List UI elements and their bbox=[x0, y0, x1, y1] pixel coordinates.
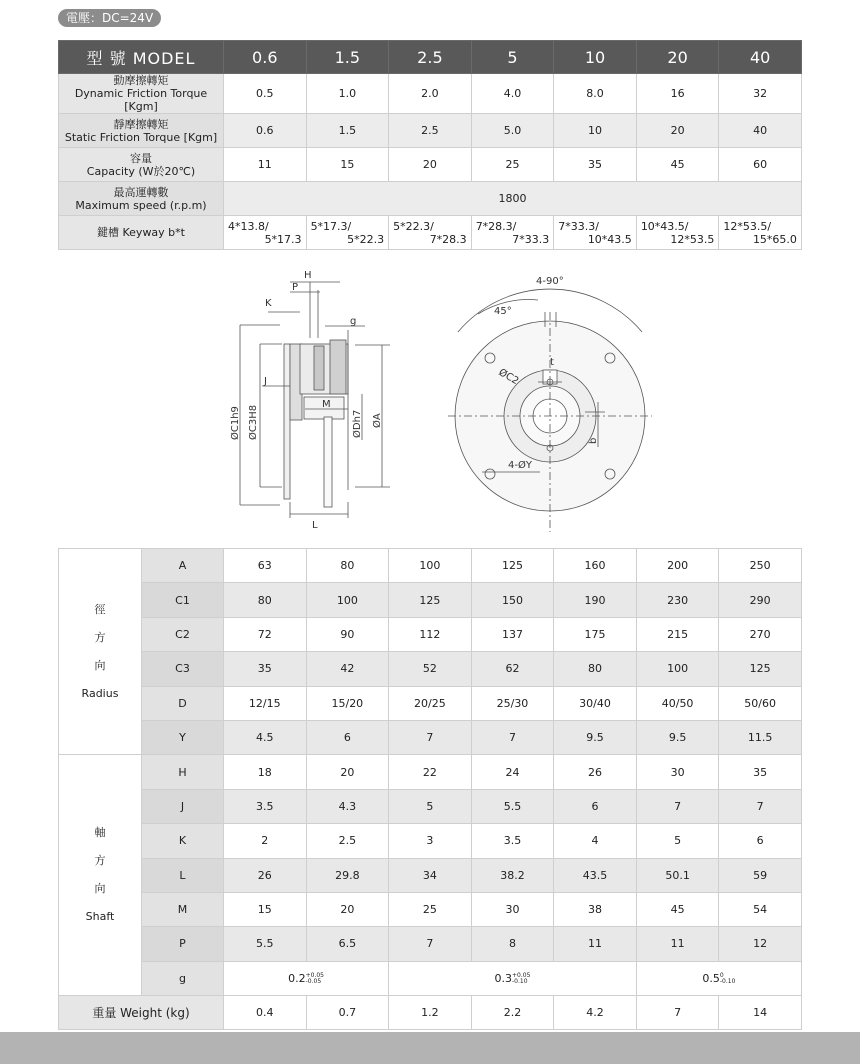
kw-b: 12*53.5 bbox=[670, 232, 715, 246]
radius-cn-2: 方 bbox=[94, 630, 106, 644]
tol-base: 0.5 bbox=[702, 971, 720, 985]
dyn-en: Dynamic Friction Torque bbox=[74, 87, 208, 100]
value-cell: 11 bbox=[636, 927, 719, 961]
value-cell: 6 bbox=[306, 720, 389, 754]
value-cell: 15/20 bbox=[306, 686, 389, 720]
cap-en: Capacity bbox=[86, 164, 135, 178]
keyway-cell bbox=[471, 216, 554, 250]
value-cell: 125 bbox=[471, 549, 554, 583]
speed-label bbox=[59, 182, 224, 216]
value-cell: 5 bbox=[636, 824, 719, 858]
value-cell: 72 bbox=[224, 617, 307, 651]
keyway-cell bbox=[389, 216, 472, 250]
value-cell: 1.2 bbox=[389, 996, 472, 1030]
value-cell: 15 bbox=[306, 148, 389, 182]
tol-lower: -0.10 bbox=[719, 977, 736, 985]
value-cell: 10 bbox=[554, 114, 637, 148]
tolerance-cell bbox=[389, 961, 637, 995]
value-cell: 20 bbox=[306, 892, 389, 926]
value-cell: 18 bbox=[224, 755, 307, 789]
value-cell: 25 bbox=[389, 892, 472, 926]
value-cell: 1.5 bbox=[306, 114, 389, 148]
tol-base: 0.3 bbox=[494, 971, 513, 985]
label-p: P bbox=[292, 282, 299, 293]
dyn-unit: [Kgm] bbox=[124, 100, 158, 113]
value-cell: 35 bbox=[554, 148, 637, 182]
value-cell: 29.8 bbox=[306, 858, 389, 892]
keyway-cell bbox=[554, 216, 637, 250]
tol-upper: +0.05 bbox=[512, 971, 531, 979]
tol-base: 0.2 bbox=[288, 971, 306, 985]
shaft-cn-2: 方 bbox=[94, 854, 106, 868]
radius-cn-1: 徑 bbox=[94, 602, 106, 616]
value-cell: 3.5 bbox=[224, 789, 307, 823]
kw-a: 5*17.3/ bbox=[310, 219, 352, 233]
value-cell: 3.5 bbox=[471, 824, 554, 858]
value-cell: 25/30 bbox=[471, 686, 554, 720]
value-cell: 270 bbox=[719, 617, 802, 651]
label-d: ØDh7 bbox=[352, 409, 363, 438]
keyway-cell bbox=[224, 216, 307, 250]
value-cell: 50/60 bbox=[719, 686, 802, 720]
table-row bbox=[59, 892, 802, 926]
dyn-cn: 動摩擦轉矩 bbox=[113, 74, 169, 87]
static-torque-label bbox=[59, 114, 224, 148]
value-cell: 4.0 bbox=[471, 74, 554, 114]
model-cell: 2.5 bbox=[389, 41, 472, 74]
kw-b: 15*65.0 bbox=[752, 232, 797, 246]
value-cell: 0.6 bbox=[224, 114, 307, 148]
model-cell: 1.5 bbox=[306, 41, 389, 74]
label-angle: 45° bbox=[494, 306, 512, 317]
value-cell: 2.5 bbox=[306, 824, 389, 858]
radius-group-label bbox=[59, 549, 142, 755]
value-cell: 7 bbox=[636, 789, 719, 823]
cap-cn: 容量 bbox=[130, 151, 152, 165]
dynamic-torque-row bbox=[59, 74, 802, 114]
radius-cn-3: 向 bbox=[94, 658, 106, 672]
kw-a: 7*33.3/ bbox=[558, 219, 599, 233]
spd-unit: (r.p.m) bbox=[169, 198, 207, 212]
shaft-cn-3: 向 bbox=[94, 882, 106, 896]
value-cell: 0.5 bbox=[224, 74, 307, 114]
param-cell: C1 bbox=[142, 583, 224, 617]
label-a: ØA bbox=[372, 413, 383, 428]
model-cell: 20 bbox=[636, 41, 719, 74]
value-cell: 150 bbox=[471, 583, 554, 617]
radius-en: Radius bbox=[81, 686, 119, 700]
model-row bbox=[59, 41, 802, 74]
value-cell: 34 bbox=[389, 858, 472, 892]
table-row bbox=[59, 824, 802, 858]
value-cell: 11 bbox=[224, 148, 307, 182]
value-cell: 215 bbox=[636, 617, 719, 651]
value-cell: 40 bbox=[719, 114, 802, 148]
param-cell: D bbox=[142, 686, 224, 720]
keyway-label: 鍵槽 Keyway b*t bbox=[59, 216, 224, 250]
value-cell: 6.5 bbox=[306, 927, 389, 961]
tol-upper: 0 bbox=[719, 971, 724, 979]
label-h: H bbox=[304, 270, 312, 281]
value-cell: 11 bbox=[554, 927, 637, 961]
table-row bbox=[59, 789, 802, 823]
value-cell: 290 bbox=[719, 583, 802, 617]
value-cell: 50.1 bbox=[636, 858, 719, 892]
value-cell: 230 bbox=[636, 583, 719, 617]
value-cell: 1.0 bbox=[306, 74, 389, 114]
tolerance-cell bbox=[224, 961, 389, 995]
value-cell: 26 bbox=[224, 858, 307, 892]
value-cell: 250 bbox=[719, 549, 802, 583]
tol-lower: -0.05 bbox=[305, 977, 322, 985]
param-cell: M bbox=[142, 892, 224, 926]
value-cell: 15 bbox=[224, 892, 307, 926]
value-cell: 4 bbox=[554, 824, 637, 858]
value-cell: 175 bbox=[554, 617, 637, 651]
technical-drawing bbox=[220, 262, 660, 536]
cap-unit: (W於20℃) bbox=[138, 164, 196, 178]
value-cell: 100 bbox=[389, 549, 472, 583]
tol-upper: +0.05 bbox=[305, 971, 324, 979]
value-cell: 40/50 bbox=[636, 686, 719, 720]
value-cell: 52 bbox=[389, 652, 472, 686]
label-j: J bbox=[264, 376, 267, 387]
value-cell: 2.2 bbox=[471, 996, 554, 1030]
label-b: b bbox=[588, 437, 599, 444]
label-holes: 4-90° bbox=[536, 276, 564, 287]
model-cell: 5 bbox=[471, 41, 554, 74]
value-cell: 160 bbox=[554, 549, 637, 583]
table-row bbox=[59, 755, 802, 789]
param-cell: P bbox=[142, 927, 224, 961]
keyway-cell bbox=[636, 216, 719, 250]
table-row bbox=[59, 549, 802, 583]
sta-unit: [Kgm] bbox=[183, 130, 218, 144]
keyway-cell bbox=[719, 216, 802, 250]
value-cell: 20/25 bbox=[389, 686, 472, 720]
tolerance-cell bbox=[636, 961, 801, 995]
value-cell: 2.0 bbox=[389, 74, 472, 114]
voltage-badge: 電壓：DC=24V bbox=[58, 9, 161, 27]
value-cell: 0.4 bbox=[224, 996, 307, 1030]
param-cell: L bbox=[142, 858, 224, 892]
value-cell: 26 bbox=[554, 755, 637, 789]
value-cell: 60 bbox=[719, 148, 802, 182]
value-cell: 45 bbox=[636, 892, 719, 926]
table-row bbox=[59, 686, 802, 720]
footer-bar bbox=[0, 1032, 860, 1064]
value-cell: 5.0 bbox=[471, 114, 554, 148]
value-cell: 8 bbox=[471, 927, 554, 961]
param-cell: C2 bbox=[142, 617, 224, 651]
value-cell: 30 bbox=[471, 892, 554, 926]
value-cell: 200 bbox=[636, 549, 719, 583]
kw-a: 4*13.8/ bbox=[228, 219, 269, 233]
kw-b: 7*28.3 bbox=[429, 232, 467, 246]
value-cell: 30 bbox=[636, 755, 719, 789]
label-k: K bbox=[265, 298, 272, 309]
value-cell: 5.5 bbox=[471, 789, 554, 823]
label-m: M bbox=[322, 399, 331, 410]
value-cell: 22 bbox=[389, 755, 472, 789]
table-row bbox=[59, 720, 802, 754]
speed-value: 1800 bbox=[224, 182, 802, 216]
kw-b: 10*43.5 bbox=[587, 232, 632, 246]
value-cell: 20 bbox=[636, 114, 719, 148]
value-cell: 100 bbox=[636, 652, 719, 686]
param-cell: Y bbox=[142, 720, 224, 754]
value-cell: 100 bbox=[306, 583, 389, 617]
label-y: 4-ØY bbox=[508, 460, 532, 471]
model-cell: 10 bbox=[554, 41, 637, 74]
label-c1: ØC1h9 bbox=[230, 406, 241, 440]
g-row bbox=[59, 961, 802, 995]
dimensions-table bbox=[58, 548, 802, 1030]
value-cell: 11.5 bbox=[719, 720, 802, 754]
kw-a: 7*28.3/ bbox=[475, 219, 517, 233]
value-cell: 7 bbox=[636, 996, 719, 1030]
value-cell: 80 bbox=[224, 583, 307, 617]
value-cell: 3 bbox=[389, 824, 472, 858]
value-cell: 35 bbox=[719, 755, 802, 789]
weight-row bbox=[59, 996, 802, 1030]
static-torque-row bbox=[59, 114, 802, 148]
table-row bbox=[59, 858, 802, 892]
keyway-cell bbox=[306, 216, 389, 250]
value-cell: 80 bbox=[554, 652, 637, 686]
table-row bbox=[59, 652, 802, 686]
value-cell: 32 bbox=[719, 74, 802, 114]
param-cell: H bbox=[142, 755, 224, 789]
table-row bbox=[59, 927, 802, 961]
value-cell: 125 bbox=[719, 652, 802, 686]
value-cell: 9.5 bbox=[636, 720, 719, 754]
value-cell: 8.0 bbox=[554, 74, 637, 114]
value-cell: 30/40 bbox=[554, 686, 637, 720]
value-cell: 80 bbox=[306, 549, 389, 583]
param-cell: K bbox=[142, 824, 224, 858]
param-cell: J bbox=[142, 789, 224, 823]
kw-b: 5*22.3 bbox=[347, 232, 385, 246]
value-cell: 25 bbox=[471, 148, 554, 182]
value-cell: 9.5 bbox=[554, 720, 637, 754]
value-cell: 38 bbox=[554, 892, 637, 926]
value-cell: 2 bbox=[224, 824, 307, 858]
value-cell: 0.7 bbox=[306, 996, 389, 1030]
shaft-cn-1: 軸 bbox=[94, 826, 106, 840]
value-cell: 7 bbox=[389, 927, 472, 961]
value-cell: 112 bbox=[389, 617, 472, 651]
table-row bbox=[59, 583, 802, 617]
shaft-en: Shaft bbox=[85, 910, 115, 924]
value-cell: 35 bbox=[224, 652, 307, 686]
value-cell: 4.5 bbox=[224, 720, 307, 754]
value-cell: 20 bbox=[389, 148, 472, 182]
value-cell: 12 bbox=[719, 927, 802, 961]
value-cell: 42 bbox=[306, 652, 389, 686]
kw-a: 12*53.5/ bbox=[723, 219, 772, 233]
table-row bbox=[59, 617, 802, 651]
value-cell: 7 bbox=[719, 789, 802, 823]
value-cell: 90 bbox=[306, 617, 389, 651]
value-cell: 5.5 bbox=[224, 927, 307, 961]
value-cell: 54 bbox=[719, 892, 802, 926]
model-label: 型 號 MODEL bbox=[59, 41, 224, 74]
kw-b: 7*33.3 bbox=[512, 232, 550, 246]
value-cell: 62 bbox=[471, 652, 554, 686]
shaft-group-label bbox=[59, 755, 142, 996]
value-cell: 4.3 bbox=[306, 789, 389, 823]
sta-cn: 靜摩擦轉矩 bbox=[113, 117, 169, 131]
dynamic-torque-label bbox=[59, 74, 224, 114]
kw-a: 10*43.5/ bbox=[640, 219, 689, 233]
label-c2: ØC2 bbox=[496, 367, 521, 388]
value-cell: 7 bbox=[471, 720, 554, 754]
label-l: L bbox=[312, 520, 318, 531]
keyway-row bbox=[59, 216, 802, 250]
value-cell: 190 bbox=[554, 583, 637, 617]
spd-cn: 最高運轉數 bbox=[113, 185, 169, 199]
label-t: t bbox=[550, 357, 554, 368]
value-cell: 38.2 bbox=[471, 858, 554, 892]
spd-en: Maximum speed bbox=[75, 198, 167, 212]
value-cell: 59 bbox=[719, 858, 802, 892]
capacity-row bbox=[59, 148, 802, 182]
label-g: g bbox=[350, 316, 357, 327]
param-cell: C3 bbox=[142, 652, 224, 686]
value-cell: 137 bbox=[471, 617, 554, 651]
value-cell: 7 bbox=[389, 720, 472, 754]
model-cell: 40 bbox=[719, 41, 802, 74]
value-cell: 4.2 bbox=[554, 996, 637, 1030]
value-cell: 45 bbox=[636, 148, 719, 182]
speed-row bbox=[59, 182, 802, 216]
value-cell: 12/15 bbox=[224, 686, 307, 720]
weight-label: 重量 Weight (kg) bbox=[59, 996, 224, 1030]
value-cell: 5 bbox=[389, 789, 472, 823]
capacity-label bbox=[59, 148, 224, 182]
value-cell: 20 bbox=[306, 755, 389, 789]
value-cell: 43.5 bbox=[554, 858, 637, 892]
label-c3: ØC3H8 bbox=[248, 404, 259, 440]
value-cell: 16 bbox=[636, 74, 719, 114]
value-cell: 6 bbox=[554, 789, 637, 823]
value-cell: 63 bbox=[224, 549, 307, 583]
value-cell: 125 bbox=[389, 583, 472, 617]
value-cell: 14 bbox=[719, 996, 802, 1030]
kw-b: 5*17.3 bbox=[264, 232, 302, 246]
param-cell: g bbox=[142, 961, 224, 995]
spec-table bbox=[58, 40, 802, 250]
sta-en: Static Friction Torque bbox=[64, 130, 181, 144]
value-cell: 2.5 bbox=[389, 114, 472, 148]
value-cell: 6 bbox=[719, 824, 802, 858]
param-cell: A bbox=[142, 549, 224, 583]
kw-a: 5*22.3/ bbox=[393, 219, 434, 233]
tol-lower: -0.10 bbox=[512, 977, 528, 985]
model-cell: 0.6 bbox=[224, 41, 307, 74]
value-cell: 24 bbox=[471, 755, 554, 789]
